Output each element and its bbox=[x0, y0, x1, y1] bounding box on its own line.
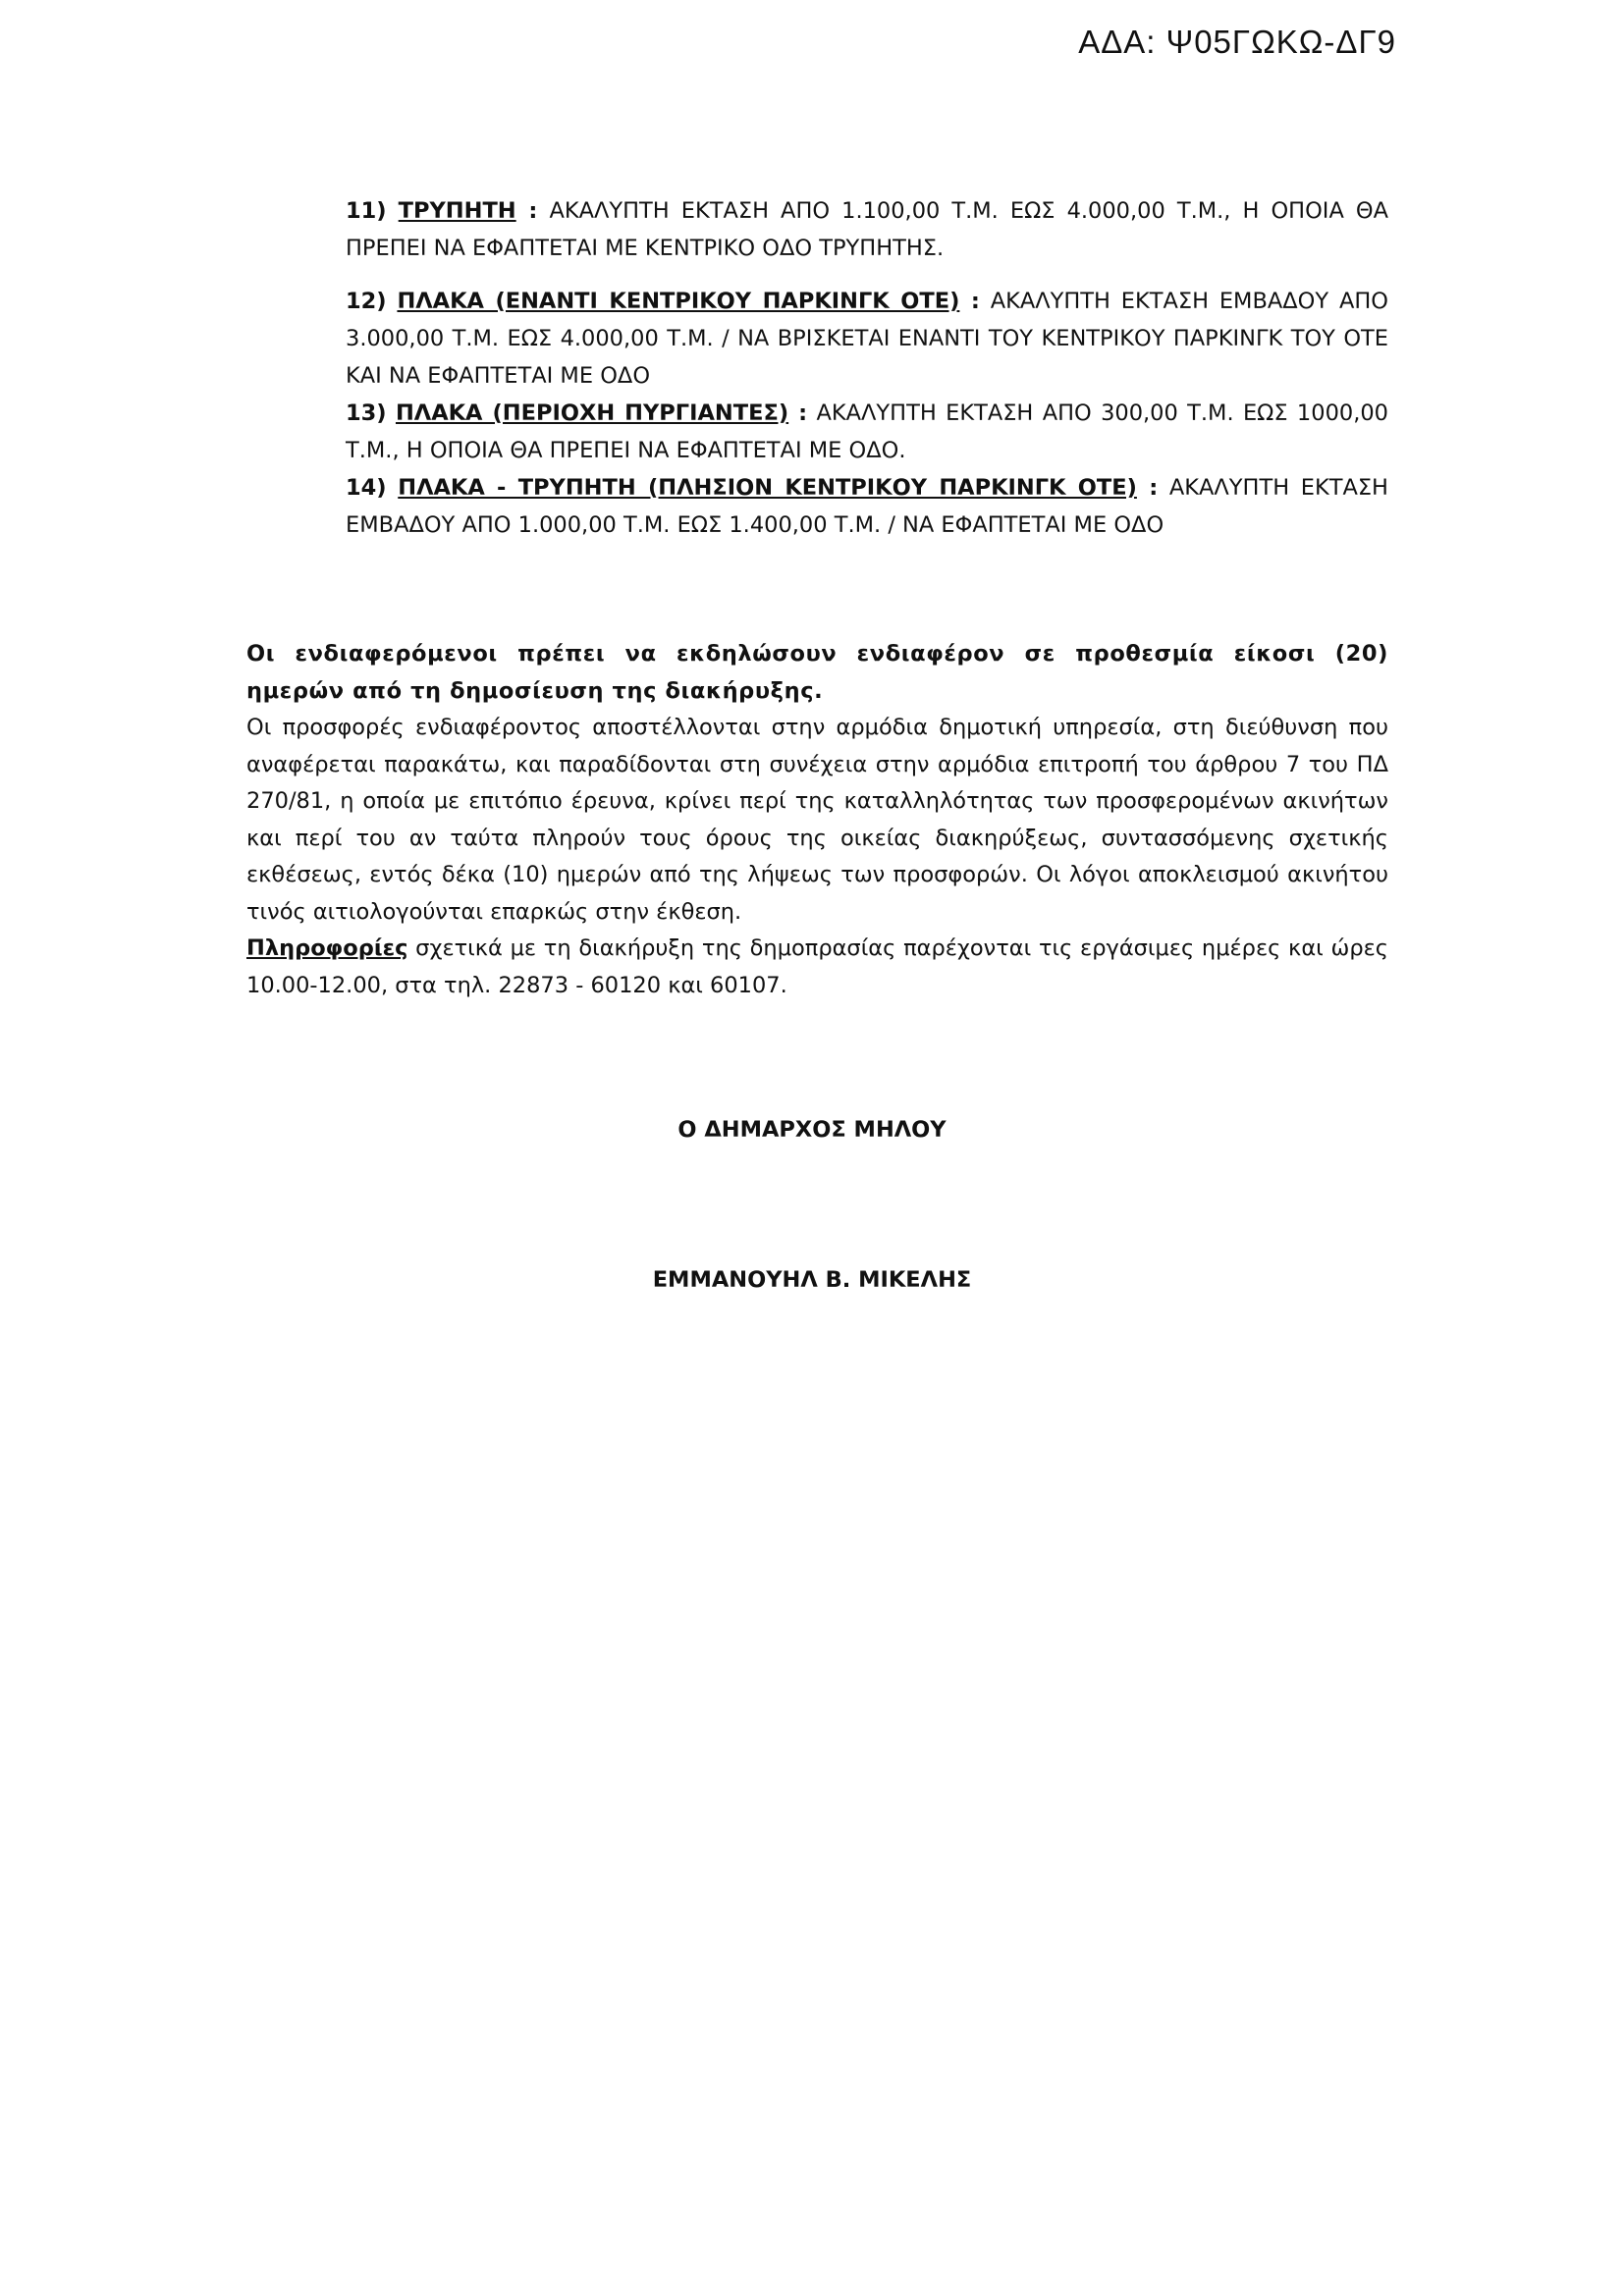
item-separator: : bbox=[788, 400, 808, 426]
item-separator: : bbox=[959, 289, 980, 314]
property-item-11 bbox=[346, 192, 1388, 267]
info-paragraph bbox=[246, 931, 1388, 1004]
item-location: ΠΛΑΚΑ (ΠΕΡΙΟΧΗ ΠΥΡΓΙΑΝΤΕΣ) bbox=[395, 400, 789, 426]
item-location: ΠΛΑΚΑ - ΤΡΥΠΗΤΗ (ΠΛΗΣΙΟΝ ΚΕΝΤΡΙΚΟΥ ΠΑΡΚΙΝΓΚ ΟΤΕ) bbox=[398, 475, 1137, 501]
procedure-paragraph: Οι προσφορές ενδιαφέροντος αποστέλλονται στην αρμόδια δημοτική υπηρεσία, στη διεύθυνση που αναφέρεται παρακάτω, και παραδίδονται στη συνέχεια στην αρμόδια επιτροπή του άρθρου 7 του ΠΔ 270/81, η οποία με επιτόπιο έρευνα, κρίνει περί της καταλληλότητας των προσφερομένων ακινήτων και περί του αν ταύτα πληρούν τους όρους της οικείας διακηρύξεως, συντασσόμενης σχετικής εκθέσεως, εντός δέκα (10) ημερών από της λήψεως των προσφορών. Οι λόγοι αποκλεισμού ακινήτου τινός αιτιολογούνται επαρκώς στην έκθεση. bbox=[246, 715, 1388, 925]
item-description: ΑΚΑΛΥΠΤΗ ΕΚΤΑΣΗ ΑΠΟ 300,00 Τ.Μ. ΕΩΣ 1000,00 Τ.Μ., Η ΟΠΟΙΑ ΘΑ ΠΡΕΠΕΙ ΝΑ ΕΦΑΠΤΕΤΑΙ ΜΕ ΟΔΟ. bbox=[346, 400, 1388, 463]
item-number: 14) bbox=[346, 475, 387, 501]
item-separator: : bbox=[1136, 475, 1159, 501]
item-number: 11) bbox=[346, 198, 387, 224]
item-location: ΠΛΑΚΑ (ΕΝΑΝΤΙ ΚΕΝΤΡΙΚΟΥ ΠΑΡΚΙΝΓΚ ΟΤΕ) bbox=[397, 289, 960, 314]
item-location: ΤΡΥΠΗΤΗ bbox=[398, 198, 516, 224]
ada-code: ΑΔΑ: Ψ05ΓΩΚΩ-ΔΓ9 bbox=[1078, 24, 1396, 60]
signature-title: Ο ΔΗΜΑΡΧΟΣ ΜΗΛΟΥ bbox=[677, 1117, 947, 1143]
signature-name: ΕΜΜΑΝΟΥΗΛ Β. ΜΙΚΕΛΗΣ bbox=[652, 1267, 972, 1293]
property-item-13 bbox=[346, 395, 1388, 469]
property-item-12 bbox=[346, 283, 1388, 395]
item-description: ΑΚΑΛΥΠΤΗ ΕΚΤΑΣΗ ΕΜΒΑΔΟΥ ΑΠΟ 1.000,00 Τ.Μ. ΕΩΣ 1.400,00 Τ.Μ. / ΝΑ ΕΦΑΠΤΕΤΑΙ ΜΕ ΟΔΟ bbox=[346, 475, 1388, 538]
item-separator: : bbox=[515, 198, 538, 224]
item-number: 13) bbox=[346, 400, 387, 426]
deadline-paragraph: Οι ενδιαφερόμενοι πρέπει να εκδηλώσουν ενδιαφέρον σε προθεσμία είκοσι (20) ημερών από τη δημοσίευση της διακήρυξης. bbox=[246, 641, 1388, 704]
info-text: σχετικά με τη διακήρυξη της δημοπρασίας παρέχονται τις εργάσιμες ημέρες και ώρες 10.00-12.00, στα τηλ. 22873 - 60120 και 60107. bbox=[246, 935, 1388, 998]
item-description: ΑΚΑΛΥΠΤΗ ΕΚΤΑΣΗ ΕΜΒΑΔΟΥ ΑΠΟ 3.000,00 Τ.Μ. ΕΩΣ 4.000,00 Τ.Μ. / ΝΑ ΒΡΙΣΚΕΤΑΙ ΕΝΑΝΤΙ ΤΟΥ ΚΕΝΤΡΙΚΟΥ ΠΑΡΚΙΝΓΚ ΤΟΥ ΟΤΕ ΚΑΙ ΝΑ ΕΦΑΠΤΕΤΑΙ ΜΕ ΟΔΟ bbox=[346, 289, 1388, 389]
notice-section bbox=[246, 636, 1388, 1004]
item-number: 12) bbox=[346, 289, 387, 314]
info-label: Πληροφορίες bbox=[246, 935, 408, 961]
item-description: ΑΚΑΛΥΠΤΗ ΕΚΤΑΣΗ ΑΠΟ 1.100,00 Τ.Μ. ΕΩΣ 4.000,00 Τ.Μ., Η ΟΠΟΙΑ ΘΑ ΠΡΕΠΕΙ ΝΑ ΕΦΑΠΤΕΤΑΙ ΜΕ ΚΕΝΤΡΙΚΟ ΟΔΟ ΤΡΥΠΗΤΗΣ. bbox=[346, 198, 1388, 261]
property-item-14 bbox=[346, 469, 1388, 544]
property-list bbox=[346, 192, 1388, 544]
